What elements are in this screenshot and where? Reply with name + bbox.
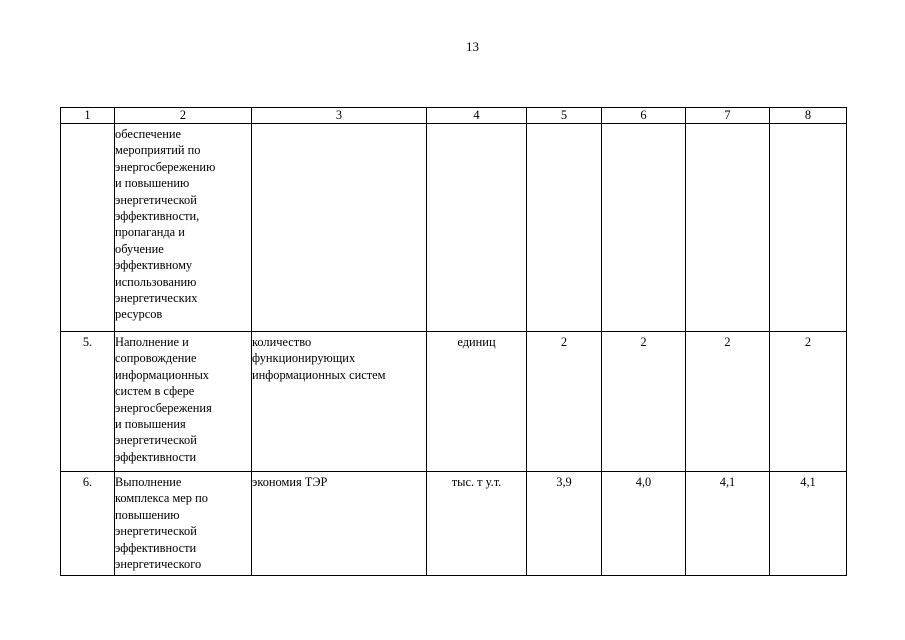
column-header-5: 5 [527, 108, 602, 124]
measure-name-line: комплекса мер по [115, 491, 208, 506]
column-header-4: 4 [427, 108, 527, 124]
measure-name-line: систем в сфере [115, 384, 195, 399]
table-row-5 [61, 332, 847, 472]
value-cell: 2 [770, 332, 847, 472]
measure-name-line: информационных [115, 367, 209, 382]
measure-name-line: энергетической [115, 433, 197, 448]
value-cell [770, 124, 847, 332]
table-row-continuation [61, 124, 847, 332]
measure-name-line: повышению [115, 507, 180, 522]
measure-name-cell [115, 332, 252, 472]
column-header-1: 1 [61, 108, 115, 124]
unit-cell: тыс. т у.т. [427, 472, 527, 576]
value-cell [602, 124, 686, 332]
column-header-8: 8 [770, 108, 847, 124]
measure-name-line: пропаганда и [115, 225, 185, 240]
row-number-cell [61, 124, 115, 332]
measure-name-cell [115, 124, 252, 332]
value-cell: 4,1 [686, 472, 770, 576]
page-number: 13 [466, 39, 479, 54]
measure-name-line: обеспечение [115, 127, 181, 141]
measure-name-line: эффективности, [115, 209, 200, 224]
row-number-cell: 6. [61, 472, 115, 576]
unit-cell: единиц [427, 332, 527, 472]
value-cell: 2 [686, 332, 770, 472]
measure-name-line: использованию [115, 274, 197, 289]
measure-name-line: сопровождение [115, 351, 197, 366]
value-cell: 4,1 [770, 472, 847, 576]
measures-table [60, 107, 847, 576]
indicator-line: количество [252, 335, 312, 349]
measure-name-line: ресурсов [115, 307, 163, 322]
measure-name-line: энергетических [115, 291, 198, 306]
unit-cell [427, 124, 527, 332]
indicator-line: экономия ТЭР [252, 475, 328, 489]
value-cell: 2 [527, 332, 602, 472]
column-number-row [61, 108, 847, 124]
indicator-cell [252, 332, 427, 472]
value-cell: 2 [602, 332, 686, 472]
measure-name-line: Выполнение [115, 475, 182, 489]
measure-name-line: энергосбережения [115, 400, 212, 415]
indicator-line: функционирующих [252, 351, 356, 366]
measure-name-line: эффективности [115, 449, 197, 464]
measure-name-line: и повышения [115, 417, 186, 432]
indicator-cell [252, 124, 427, 332]
measure-name-line: энергосбережению [115, 159, 216, 174]
column-header-3: 3 [252, 108, 427, 124]
measure-name-line: энергетической [115, 192, 197, 207]
measure-name-line: эффективному [115, 258, 193, 273]
indicator-cell [252, 472, 427, 576]
indicator-line: информационных систем [252, 367, 386, 382]
value-cell: 3,9 [527, 472, 602, 576]
measure-name-line: Наполнение и [115, 335, 189, 349]
measure-name-line: и повышению [115, 176, 190, 191]
measure-name-line: обучение [115, 241, 164, 256]
value-cell [527, 124, 602, 332]
table-row-6 [61, 472, 847, 576]
row-number-cell: 5. [61, 332, 115, 472]
measure-name-line: энергетического [115, 557, 202, 572]
value-cell [686, 124, 770, 332]
column-header-2: 2 [115, 108, 252, 124]
measure-name-line: энергетической [115, 524, 197, 539]
value-cell: 4,0 [602, 472, 686, 576]
measure-name-line: эффективности [115, 540, 197, 555]
measure-name-line: мероприятий по [115, 143, 201, 158]
column-header-6: 6 [602, 108, 686, 124]
measure-name-cell [115, 472, 252, 576]
column-header-7: 7 [686, 108, 770, 124]
